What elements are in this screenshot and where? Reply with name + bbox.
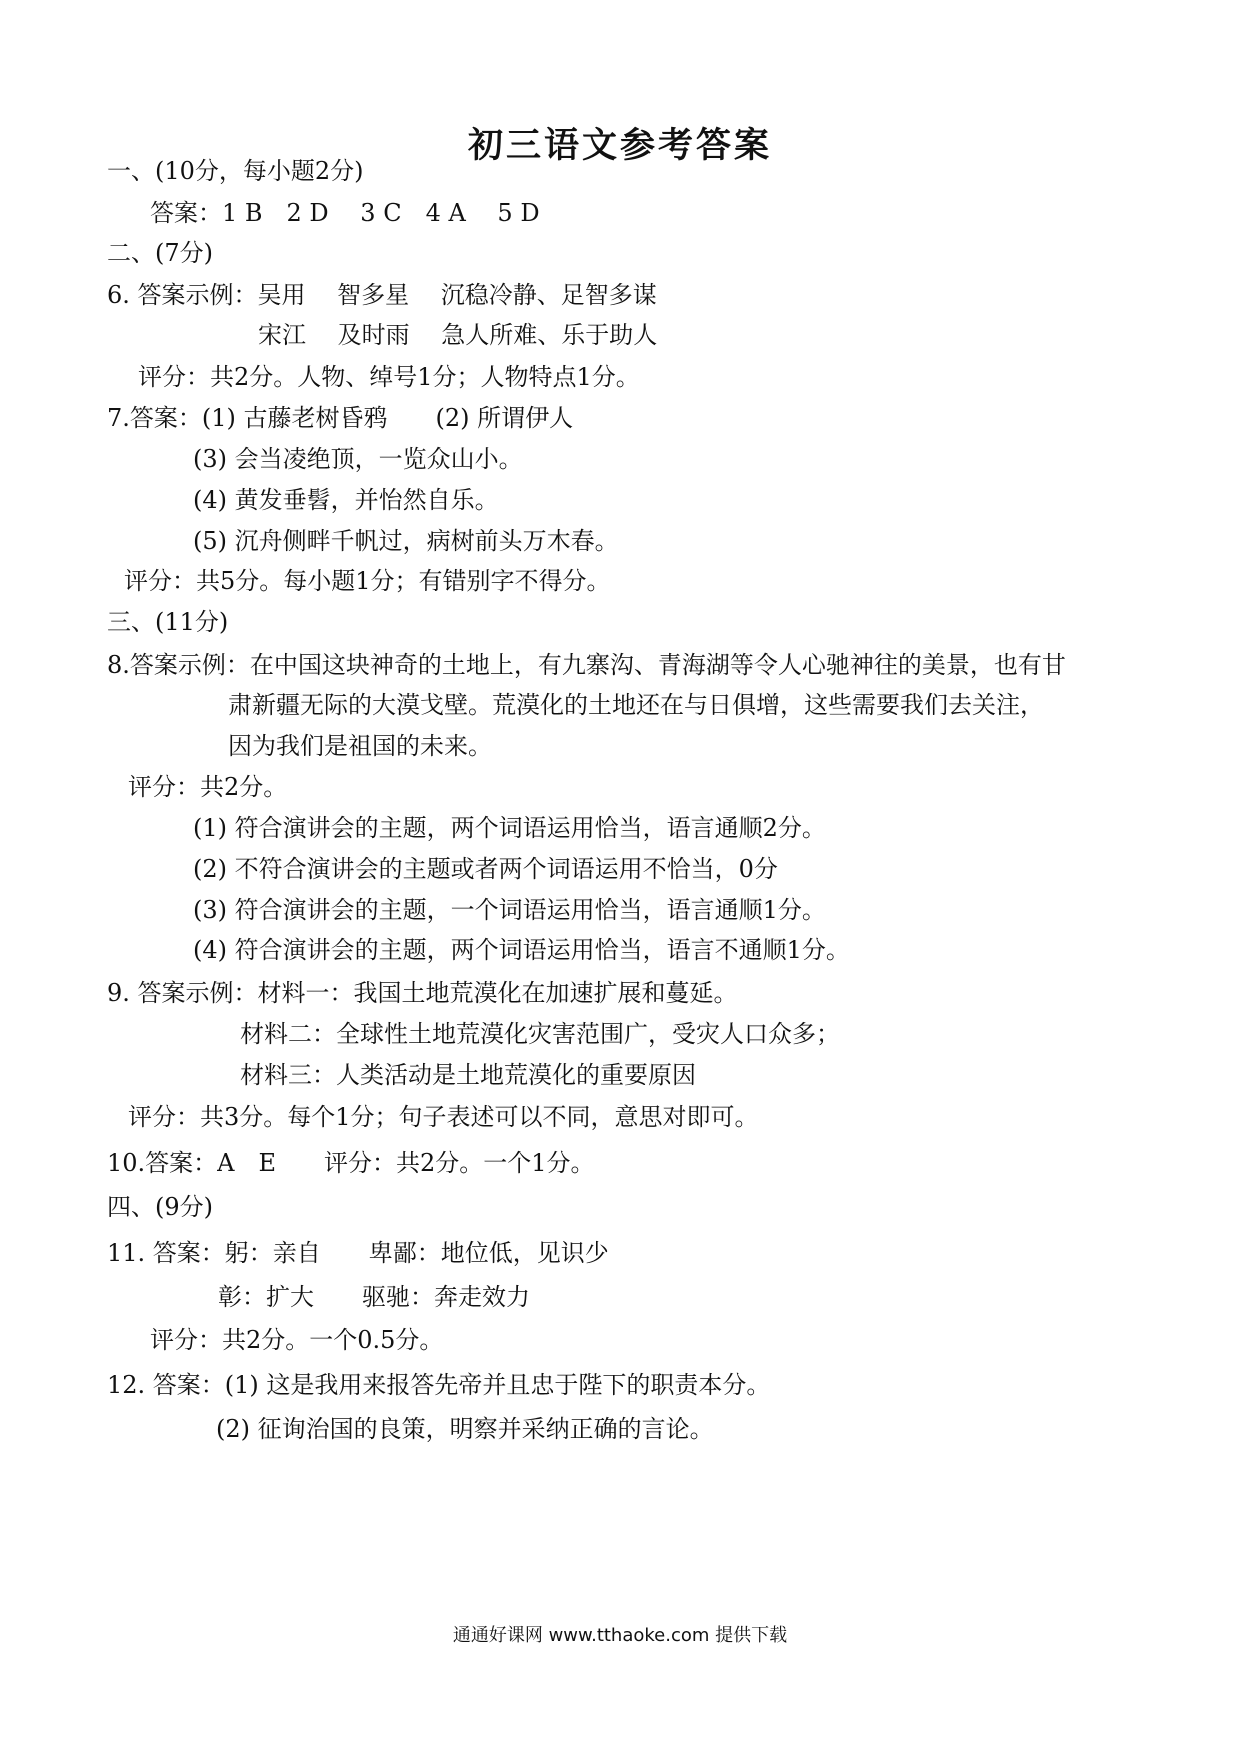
q6-line-2: 宋江 及时雨 急人所难、乐于助人 — [258, 321, 658, 349]
q7-score: 评分：共5分。每小题1分；有错别字不得分。 — [124, 567, 611, 595]
q9-line-2: 材料二：全球性土地荒漠化灾害范围广，受灾人口众多； — [240, 1020, 840, 1048]
q7-line-3: (4) 黄发垂髫，并怡然自乐。 — [193, 486, 499, 514]
section-3-heading: 三、(11分) — [107, 608, 229, 636]
section-2-heading: 二、(7分) — [107, 239, 213, 267]
q9-line-1: 9. 答案示例：材料一：我国土地荒漠化在加速扩展和蔓延。 — [107, 979, 738, 1007]
q11-score: 评分：共2分。一个0.5分。 — [150, 1326, 444, 1354]
q9-score: 评分：共3分。每个1分；句子表述可以不同，意思对即可。 — [128, 1103, 759, 1131]
q12-line-2: (2) 征询治国的良策，明察并采纳正确的言论。 — [216, 1415, 714, 1443]
q6-score: 评分：共2分。人物、绰号1分；人物特点1分。 — [138, 363, 640, 391]
q11-line-2: 彰：扩大 驱驰：奔走效力 — [218, 1283, 530, 1311]
q8-line-1: 8.答案示例：在中国这块神奇的土地上，有九寨沟、青海湖等令人心驰神往的美景，也有甘 — [107, 651, 1066, 679]
q8-score: 评分：共2分。 — [128, 773, 288, 801]
q7-line-2: (3) 会当凌绝顶，一览众山小。 — [193, 445, 523, 473]
section-1-answers: 答案：1 B 2 D 3 C 4 A 5 D — [150, 199, 540, 227]
q7-line-4: (5) 沉舟侧畔千帆过，病树前头万木春。 — [193, 527, 619, 555]
q8-line-2: 肃新疆无际的大漠戈壁。荒漠化的土地还在与日俱增，这些需要我们去关注， — [228, 691, 1044, 719]
page-title: 初三语文参考答案 — [467, 126, 772, 166]
q11-line-1: 11. 答案：躬：亲自 卑鄙：地位低，见识少 — [107, 1239, 609, 1267]
footer-source: 通通好课网 www.tthaoke.com 提供下载 — [452, 1625, 788, 1646]
section-1-heading: 一、(10分，每小题2分) — [107, 157, 364, 185]
q10-answer: 10.答案：A E 评分：共2分。一个1分。 — [107, 1149, 595, 1177]
q8-criterion-4: (4) 符合演讲会的主题，两个词语运用恰当，语言不通顺1分。 — [193, 936, 850, 964]
q6-line-1: 6. 答案示例：吴用 智多星 沉稳冷静、足智多谋 — [107, 281, 657, 309]
q8-criterion-3: (3) 符合演讲会的主题，一个词语运用恰当，语言通顺1分。 — [193, 896, 826, 924]
q12-line-1: 12. 答案：(1) 这是我用来报答先帝并且忠于陛下的职责本分。 — [107, 1371, 771, 1399]
q8-criterion-1: (1) 符合演讲会的主题，两个词语运用恰当，语言通顺2分。 — [193, 814, 826, 842]
section-4-heading: 四、(9分) — [107, 1193, 213, 1221]
q7-line-1: 7.答案：(1) 古藤老树昏鸦 (2) 所谓伊人 — [107, 404, 574, 432]
q9-line-3: 材料三：人类活动是土地荒漠化的重要原因 — [240, 1061, 696, 1089]
q8-criterion-2: (2) 不符合演讲会的主题或者两个词语运用不恰当，0分 — [193, 855, 778, 883]
q8-line-3: 因为我们是祖国的未来。 — [228, 732, 492, 760]
